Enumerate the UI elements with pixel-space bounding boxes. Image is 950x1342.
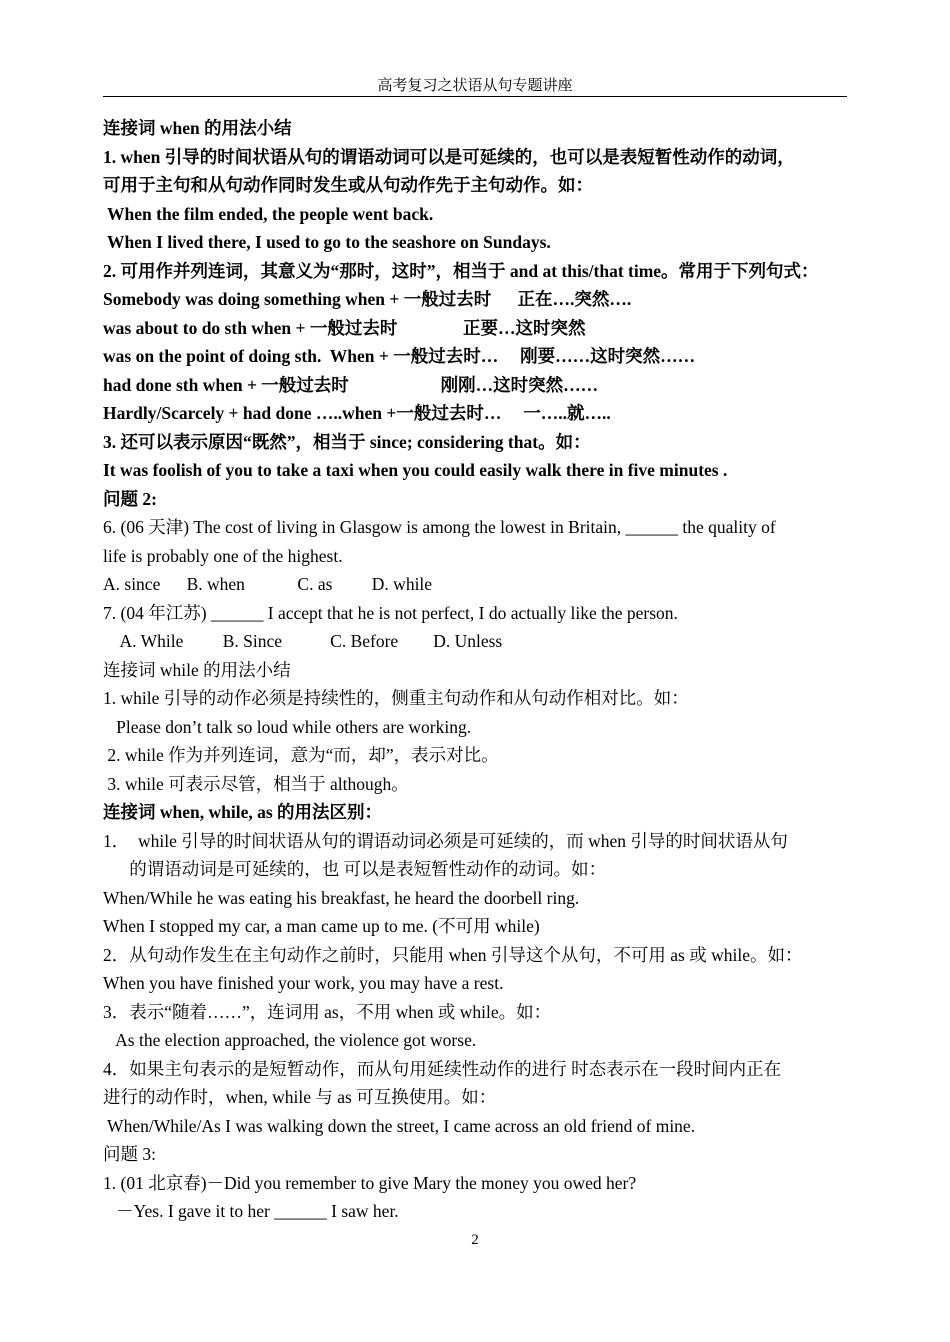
text-line: 4．如果主句表示的是短暂动作，而从句用延续性动作的进行 时态表示在一段时间内正在 — [103, 1058, 782, 1079]
text-line: Hardly/Scarcely + had done …..when +一般过去时… 一…..就….. — [103, 403, 611, 423]
text-line: When/While/As I was walking down the street, I came across an old friend of mine. — [103, 1115, 696, 1136]
text-line: 连接词 when, while, as 的用法区别： — [103, 802, 383, 822]
text-line: Somebody was doing something when + 一般过去时 正在….突然…. — [103, 289, 632, 309]
text-line: 7. (04 年江苏) ______ I accept that he is not perfect, I do actually like the person. — [103, 602, 678, 623]
text-line: It was foolish of you to take a taxi when you could easily walk there in five minutes . — [103, 460, 728, 480]
text-line: When I lived there, I used to go to the seashore on Sundays. — [103, 232, 551, 252]
text-line: 可用于主句和从句动作同时发生或从句动作先于主句动作。如： — [103, 175, 593, 195]
text-line: As the election approached, the violence got worse. — [103, 1030, 477, 1050]
text-line: 1. while 引导的动作必须是持续性的，侧重主句动作和从句动作相对比。如： — [103, 688, 689, 708]
text-line: When I stopped my car, a man came up to me. (不可用 while) — [103, 916, 540, 936]
text-line: was on the point of doing sth. When + 一般过去时… 刚要……这时突然…… — [103, 346, 696, 366]
text-line: A. While B. Since C. Before D. Unless — [103, 631, 503, 651]
text-line: life is probably one of the highest. — [103, 545, 343, 566]
text-line: 连接词 while 的用法小结 — [103, 659, 291, 680]
text-line: －Yes. I gave it to her ______ I saw her. — [103, 1201, 399, 1221]
document-body — [103, 114, 847, 1226]
text-line: 2. 可用作并列连词，其意义为“那时，这时”，相当于 and at this/that time。常用于下列句式： — [103, 260, 819, 281]
text-line: Please don’t talk so loud while others are working. — [103, 716, 472, 737]
text-line: had done sth when + 一般过去时 刚刚…这时突然…… — [103, 374, 599, 395]
text-line: 2. while 作为并列连词，意为“而，却”，表示对比。 — [103, 745, 499, 765]
text-line: When/While he was eating his breakfast, he heard the doorbell ring. — [103, 887, 580, 908]
text-line: 3．表示“随着……”，连词用 as，不用 when 或 while。如： — [103, 1001, 552, 1022]
text-line: 问题 2: — [103, 488, 157, 509]
text-line: 6. (06 天津) The cost of living in Glasgow is among the lowest in Britain, ______ the quality of — [103, 517, 776, 537]
text-line: 问题 3: — [103, 1144, 156, 1164]
text-line: When you have finished your work, you may have a rest. — [103, 973, 504, 993]
text-line: 连接词 when 的用法小结 — [103, 118, 292, 138]
text-line: 的谓语动词是可延续的，也 可以是表短暂性动作的动词。如： — [103, 859, 607, 879]
text-line: 3. 还可以表示原因“既然”，相当于 since; considering that。如： — [103, 431, 591, 452]
text-line: 2．从句动作发生在主句动作之前时，只能用 when 引导这个从句，不可用 as 或 while。如： — [103, 944, 803, 965]
text-line: 进行的动作时，when, while 与 as 可互换使用。如： — [103, 1087, 497, 1107]
text-line: 1. when 引导的时间状语从句的谓语动词可以是可延续的，也可以是表短暂性动作的动词， — [103, 146, 795, 167]
page-number: 2 — [471, 1232, 479, 1248]
text-line: was about to do sth when + 一般过去时 正要…这时突然 — [103, 317, 586, 338]
page-header-title: 高考复习之状语从句专题讲座 — [377, 78, 573, 94]
text-line: 1． while 引导的时间状语从句的谓语动词必须是可延续的，而 when 引导的时间状语从句 — [103, 830, 788, 851]
text-line: A. since B. when C. as D. while — [103, 574, 433, 594]
text-line: When the film ended, the people went back. — [103, 203, 434, 224]
text-line: 1. (01 北京春)－Did you remember to give Mary the money you owed her? — [103, 1172, 637, 1193]
text-line: 3. while 可表示尽管，相当于 although。 — [103, 773, 409, 794]
header-rule — [103, 96, 847, 97]
